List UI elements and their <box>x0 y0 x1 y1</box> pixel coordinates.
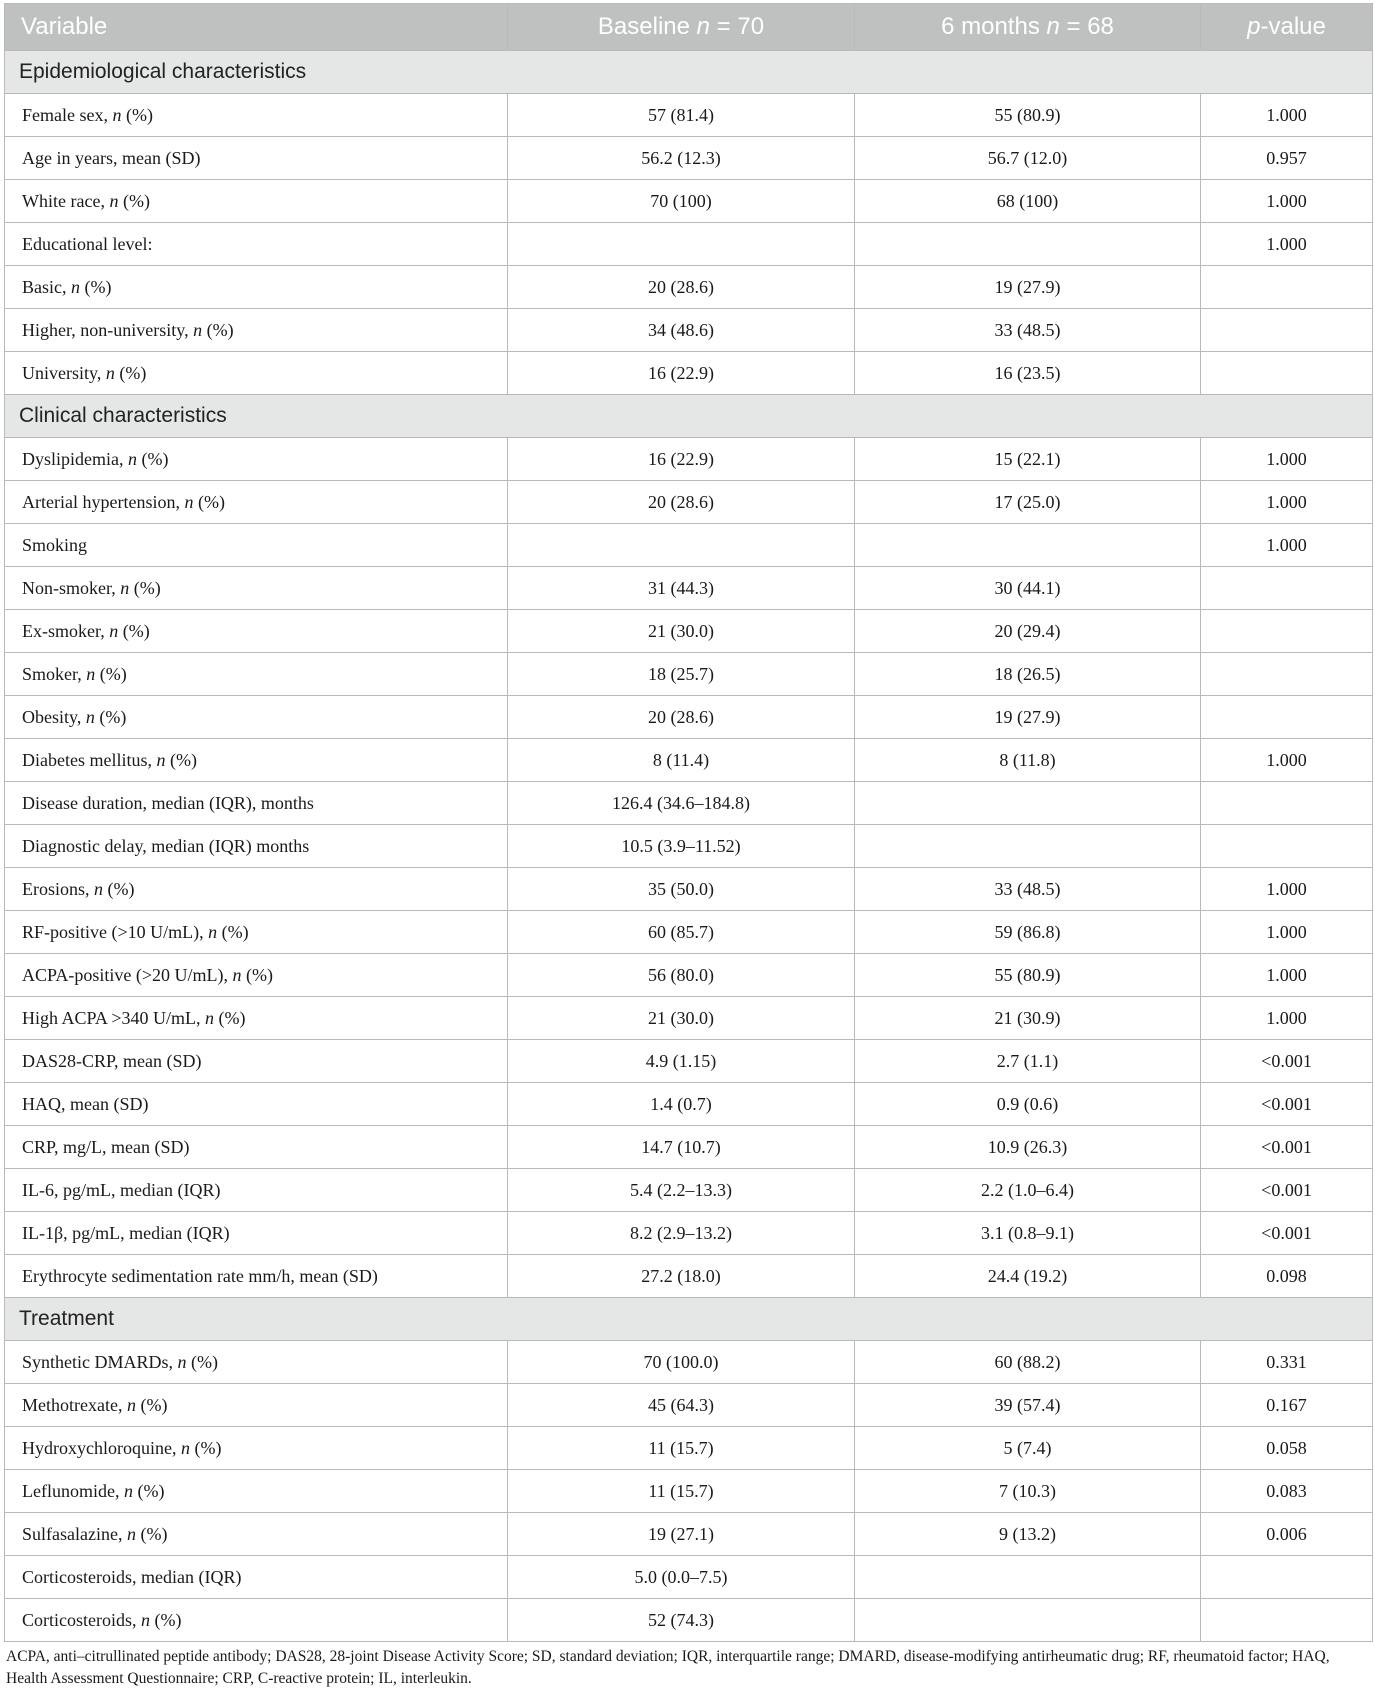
six-month-cell: 19 (27.9) <box>855 696 1201 739</box>
table-row <box>5 653 1373 696</box>
table-row <box>5 954 1373 997</box>
baseline-cell: 56 (80.0) <box>508 954 855 997</box>
table-row <box>5 1212 1373 1255</box>
header-six-months: 6 months n = 68 <box>855 4 1201 51</box>
baseline-cell <box>508 223 855 266</box>
variable-cell: Erythrocyte sedimentation rate mm/h, mean (SD) <box>5 1255 508 1298</box>
table-row <box>5 825 1373 868</box>
p-value-cell <box>1201 309 1373 352</box>
baseline-cell: 20 (28.6) <box>508 266 855 309</box>
table-row <box>5 524 1373 567</box>
table-body <box>5 51 1373 1642</box>
p-value-cell: <0.001 <box>1201 1212 1373 1255</box>
p-value-cell: 1.000 <box>1201 94 1373 137</box>
table-row <box>5 1126 1373 1169</box>
six-month-cell: 59 (86.8) <box>855 911 1201 954</box>
p-value-cell: 0.331 <box>1201 1341 1373 1384</box>
baseline-cell: 21 (30.0) <box>508 997 855 1040</box>
table-footnote: ACPA, anti–citrullinated peptide antibody; DAS28, 28-joint Disease Activity Score; SD, standard deviation; IQR, interquartile range; DMARD, disease-modifying antirheumatic drug; RF, rheumatoid factor; HAQ, Health Assessment Questionnaire; CRP, C-reactive protein; IL, interleukin. <box>6 1648 1330 1687</box>
baseline-cell: 19 (27.1) <box>508 1513 855 1556</box>
six-month-cell <box>855 1599 1201 1642</box>
p-value-cell: 1.000 <box>1201 997 1373 1040</box>
p-value-cell: <0.001 <box>1201 1169 1373 1212</box>
variable-cell: Methotrexate, n (%) <box>5 1384 508 1427</box>
variable-cell: Diabetes mellitus, n (%) <box>5 739 508 782</box>
p-value-cell: 0.098 <box>1201 1255 1373 1298</box>
table-row <box>5 567 1373 610</box>
table-row <box>5 266 1373 309</box>
table-row <box>5 352 1373 395</box>
six-month-cell: 18 (26.5) <box>855 653 1201 696</box>
six-month-cell: 55 (80.9) <box>855 954 1201 997</box>
baseline-cell: 57 (81.4) <box>508 94 855 137</box>
baseline-cell: 70 (100) <box>508 180 855 223</box>
six-month-cell: 33 (48.5) <box>855 868 1201 911</box>
six-month-cell: 24.4 (19.2) <box>855 1255 1201 1298</box>
table-row <box>5 438 1373 481</box>
variable-cell: High ACPA >340 U/mL, n (%) <box>5 997 508 1040</box>
baseline-cell: 14.7 (10.7) <box>508 1126 855 1169</box>
p-value-cell: 1.000 <box>1201 223 1373 266</box>
p-value-cell: <0.001 <box>1201 1083 1373 1126</box>
baseline-cell: 27.2 (18.0) <box>508 1255 855 1298</box>
six-month-cell <box>855 782 1201 825</box>
table-row <box>5 1341 1373 1384</box>
variable-cell: Obesity, n (%) <box>5 696 508 739</box>
six-month-cell: 8 (11.8) <box>855 739 1201 782</box>
section-title: Clinical characteristics <box>5 395 1373 438</box>
six-month-cell: 33 (48.5) <box>855 309 1201 352</box>
variable-cell: Hydroxychloroquine, n (%) <box>5 1427 508 1470</box>
variable-cell: DAS28-CRP, mean (SD) <box>5 1040 508 1083</box>
p-value-cell: 0.083 <box>1201 1470 1373 1513</box>
p-value-cell: 0.006 <box>1201 1513 1373 1556</box>
p-value-cell <box>1201 567 1373 610</box>
table-row <box>5 997 1373 1040</box>
six-month-cell: 56.7 (12.0) <box>855 137 1201 180</box>
variable-cell: Age in years, mean (SD) <box>5 137 508 180</box>
p-value-cell <box>1201 1556 1373 1599</box>
six-month-cell: 68 (100) <box>855 180 1201 223</box>
six-month-cell: 7 (10.3) <box>855 1470 1201 1513</box>
p-value-cell: 1.000 <box>1201 180 1373 223</box>
table-row <box>5 1470 1373 1513</box>
baseline-cell: 8 (11.4) <box>508 739 855 782</box>
baseline-cell: 20 (28.6) <box>508 696 855 739</box>
table-row <box>5 868 1373 911</box>
variable-cell: Synthetic DMARDs, n (%) <box>5 1341 508 1384</box>
p-value-cell: 1.000 <box>1201 739 1373 782</box>
table-row <box>5 1255 1373 1298</box>
variable-cell: Female sex, n (%) <box>5 94 508 137</box>
six-month-cell <box>855 825 1201 868</box>
variable-cell: Disease duration, median (IQR), months <box>5 782 508 825</box>
variable-cell: Corticosteroids, median (IQR) <box>5 1556 508 1599</box>
six-month-cell: 55 (80.9) <box>855 94 1201 137</box>
baseline-cell: 31 (44.3) <box>508 567 855 610</box>
six-month-cell: 17 (25.0) <box>855 481 1201 524</box>
table-row <box>5 137 1373 180</box>
six-month-cell: 2.7 (1.1) <box>855 1040 1201 1083</box>
baseline-cell: 5.0 (0.0–7.5) <box>508 1556 855 1599</box>
six-month-cell: 9 (13.2) <box>855 1513 1201 1556</box>
baseline-cell: 34 (48.6) <box>508 309 855 352</box>
baseline-cell: 1.4 (0.7) <box>508 1083 855 1126</box>
six-month-cell <box>855 223 1201 266</box>
table-row <box>5 309 1373 352</box>
table-row <box>5 223 1373 266</box>
baseline-cell: 45 (64.3) <box>508 1384 855 1427</box>
variable-cell: Ex-smoker, n (%) <box>5 610 508 653</box>
baseline-cell: 70 (100.0) <box>508 1341 855 1384</box>
table-row <box>5 911 1373 954</box>
variable-cell: Dyslipidemia, n (%) <box>5 438 508 481</box>
table-row <box>5 1169 1373 1212</box>
p-value-cell: 1.000 <box>1201 911 1373 954</box>
baseline-cell: 11 (15.7) <box>508 1427 855 1470</box>
p-value-cell: 1.000 <box>1201 524 1373 567</box>
baseline-cell: 11 (15.7) <box>508 1470 855 1513</box>
baseline-cell: 18 (25.7) <box>508 653 855 696</box>
section-header-row <box>5 395 1373 438</box>
table-row <box>5 610 1373 653</box>
p-value-cell: <0.001 <box>1201 1126 1373 1169</box>
p-value-cell <box>1201 696 1373 739</box>
baseline-cell <box>508 524 855 567</box>
six-month-cell <box>855 1556 1201 1599</box>
variable-cell: Smoker, n (%) <box>5 653 508 696</box>
six-month-cell: 30 (44.1) <box>855 567 1201 610</box>
table-row <box>5 1384 1373 1427</box>
table-container <box>4 3 1372 1690</box>
p-value-cell: 1.000 <box>1201 481 1373 524</box>
table-row <box>5 1513 1373 1556</box>
p-value-cell: 1.000 <box>1201 438 1373 481</box>
variable-cell: Educational level: <box>5 223 508 266</box>
baseline-cell: 35 (50.0) <box>508 868 855 911</box>
variable-cell: IL-6, pg/mL, median (IQR) <box>5 1169 508 1212</box>
table-row <box>5 1556 1373 1599</box>
six-month-cell: 39 (57.4) <box>855 1384 1201 1427</box>
header-variable: Variable <box>5 4 508 51</box>
p-value-cell <box>1201 266 1373 309</box>
baseline-cell: 20 (28.6) <box>508 481 855 524</box>
table-row <box>5 1599 1373 1642</box>
p-value-cell: 0.058 <box>1201 1427 1373 1470</box>
baseline-cell: 52 (74.3) <box>508 1599 855 1642</box>
p-value-cell <box>1201 782 1373 825</box>
variable-cell: Non-smoker, n (%) <box>5 567 508 610</box>
header-row <box>5 4 1373 51</box>
six-month-cell: 2.2 (1.0–6.4) <box>855 1169 1201 1212</box>
section-header-row <box>5 51 1373 94</box>
section-title: Treatment <box>5 1298 1373 1341</box>
six-month-cell: 10.9 (26.3) <box>855 1126 1201 1169</box>
table-row <box>5 696 1373 739</box>
baseline-cell: 16 (22.9) <box>508 352 855 395</box>
p-value-cell: 1.000 <box>1201 868 1373 911</box>
variable-cell: White race, n (%) <box>5 180 508 223</box>
characteristics-table <box>4 3 1373 1642</box>
variable-cell: HAQ, mean (SD) <box>5 1083 508 1126</box>
six-month-cell: 3.1 (0.8–9.1) <box>855 1212 1201 1255</box>
baseline-cell: 5.4 (2.2–13.3) <box>508 1169 855 1212</box>
six-month-cell: 15 (22.1) <box>855 438 1201 481</box>
baseline-cell: 4.9 (1.15) <box>508 1040 855 1083</box>
baseline-cell: 60 (85.7) <box>508 911 855 954</box>
baseline-cell: 16 (22.9) <box>508 438 855 481</box>
baseline-cell: 8.2 (2.9–13.2) <box>508 1212 855 1255</box>
baseline-cell: 10.5 (3.9–11.52) <box>508 825 855 868</box>
variable-cell: University, n (%) <box>5 352 508 395</box>
variable-cell: Leflunomide, n (%) <box>5 1470 508 1513</box>
p-value-cell <box>1201 1599 1373 1642</box>
p-value-cell: 0.167 <box>1201 1384 1373 1427</box>
p-value-cell <box>1201 825 1373 868</box>
variable-cell: Sulfasalazine, n (%) <box>5 1513 508 1556</box>
six-month-cell: 60 (88.2) <box>855 1341 1201 1384</box>
p-value-cell: 1.000 <box>1201 954 1373 997</box>
baseline-cell: 21 (30.0) <box>508 610 855 653</box>
six-month-cell <box>855 524 1201 567</box>
p-value-cell <box>1201 653 1373 696</box>
six-month-cell: 16 (23.5) <box>855 352 1201 395</box>
table-row <box>5 782 1373 825</box>
table-row <box>5 180 1373 223</box>
table-row <box>5 481 1373 524</box>
header-baseline: Baseline n = 70 <box>508 4 855 51</box>
variable-cell: Corticosteroids, n (%) <box>5 1599 508 1642</box>
table-row <box>5 1083 1373 1126</box>
p-value-cell <box>1201 610 1373 653</box>
section-header-row <box>5 1298 1373 1341</box>
variable-cell: Diagnostic delay, median (IQR) months <box>5 825 508 868</box>
p-value-cell: 0.957 <box>1201 137 1373 180</box>
variable-cell: Basic, n (%) <box>5 266 508 309</box>
baseline-cell: 126.4 (34.6–184.8) <box>508 782 855 825</box>
p-value-cell <box>1201 352 1373 395</box>
variable-cell: Higher, non-university, n (%) <box>5 309 508 352</box>
table-row <box>5 1427 1373 1470</box>
header-p-value: p-value <box>1201 4 1373 51</box>
table-row <box>5 94 1373 137</box>
variable-cell: Arterial hypertension, n (%) <box>5 481 508 524</box>
variable-cell: RF-positive (>10 U/mL), n (%) <box>5 911 508 954</box>
six-month-cell: 20 (29.4) <box>855 610 1201 653</box>
section-title: Epidemiological characteristics <box>5 51 1373 94</box>
variable-cell: Smoking <box>5 524 508 567</box>
six-month-cell: 21 (30.9) <box>855 997 1201 1040</box>
six-month-cell: 5 (7.4) <box>855 1427 1201 1470</box>
table-row <box>5 1040 1373 1083</box>
variable-cell: ACPA-positive (>20 U/mL), n (%) <box>5 954 508 997</box>
six-month-cell: 0.9 (0.6) <box>855 1083 1201 1126</box>
six-month-cell: 19 (27.9) <box>855 266 1201 309</box>
variable-cell: Erosions, n (%) <box>5 868 508 911</box>
variable-cell: CRP, mg/L, mean (SD) <box>5 1126 508 1169</box>
baseline-cell: 56.2 (12.3) <box>508 137 855 180</box>
table-row <box>5 739 1373 782</box>
variable-cell: IL-1β, pg/mL, median (IQR) <box>5 1212 508 1255</box>
p-value-cell: <0.001 <box>1201 1040 1373 1083</box>
